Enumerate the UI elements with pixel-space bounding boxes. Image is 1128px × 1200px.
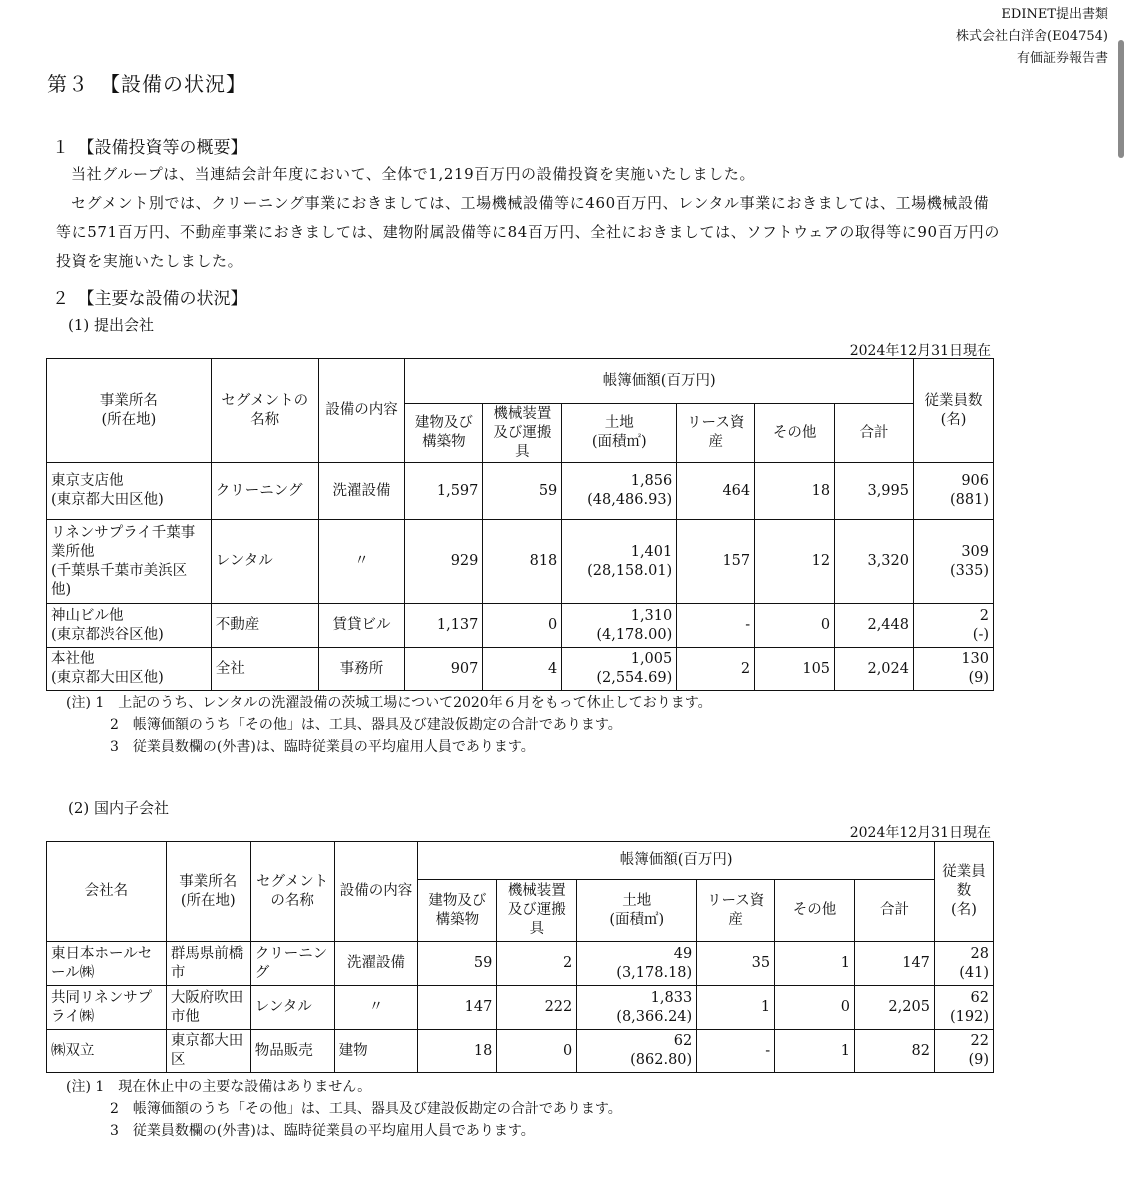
table2-note-1: (注) 1 現在休止中の主要な設備はありません。 xyxy=(66,1079,372,1095)
t2-header-book-value: 帳簿価額(百万円) xyxy=(418,842,934,880)
t1-cell-facility: 〃 xyxy=(318,520,405,604)
t2-cell-total: 147 xyxy=(854,942,934,986)
t2-cell-office: 東京都大田区 xyxy=(166,1030,250,1073)
t1-cell-other: 12 xyxy=(755,520,835,604)
t1-cell-facility: 洗濯設備 xyxy=(318,463,405,520)
t1-cell-lease: - xyxy=(677,604,755,648)
t2-header-land: 土地 (面積㎡) xyxy=(577,880,697,942)
t1-header-facility: 設備の内容 xyxy=(318,359,405,463)
t2-header-company: 会社名 xyxy=(47,842,167,942)
t1-cell-total: 3,995 xyxy=(835,463,914,520)
t2-cell-building: 18 xyxy=(418,1030,497,1073)
document-header xyxy=(956,4,1108,70)
section1-body xyxy=(56,160,1001,276)
table1-notes xyxy=(66,692,712,758)
t2-cell-company: 東日本ホールセール㈱ xyxy=(47,942,167,986)
t2-cell-facility: 〃 xyxy=(334,986,418,1030)
t2-cell-office: 群馬県前橋市 xyxy=(166,942,250,986)
t2-cell-machinery: 222 xyxy=(497,986,577,1030)
t1-cell-facility: 賃貸ビル xyxy=(318,604,405,648)
t2-cell-lease: - xyxy=(697,1030,775,1073)
t2-cell-lease: 1 xyxy=(697,986,775,1030)
t2-cell-other: 1 xyxy=(775,1030,855,1073)
table1-note-2: 2 帳簿価額のうち「その他」は、工具、器具及び建設仮勘定の合計であります。 xyxy=(110,717,622,733)
table1-facilities xyxy=(46,358,994,691)
table-row xyxy=(47,986,994,1030)
t2-cell-machinery: 2 xyxy=(497,942,577,986)
table-row xyxy=(47,648,994,691)
table-row xyxy=(47,604,994,648)
t1-header-office: 事業所名 (所在地) xyxy=(47,359,212,463)
t2-cell-total: 82 xyxy=(854,1030,934,1073)
t1-cell-total: 3,320 xyxy=(835,520,914,604)
t2-header-facility: 設備の内容 xyxy=(334,842,418,942)
t1-cell-other: 105 xyxy=(755,648,835,691)
t2-header-building: 建物及び構築物 xyxy=(418,880,497,942)
t2-cell-facility: 洗濯設備 xyxy=(334,942,418,986)
t1-header-employees: 従業員数 (名) xyxy=(913,359,993,463)
section1-heading: １ 【設備投資等の概要】 xyxy=(52,138,248,158)
table-row xyxy=(47,942,994,986)
t2-cell-segment: クリーニング xyxy=(250,942,334,986)
t1-cell-office: 東京支店他 (東京都大田区他) xyxy=(47,463,212,520)
header-company: 株式会社白洋舍(E04754) xyxy=(956,29,1108,44)
t2-header-machinery: 機械装置及び運搬具 xyxy=(497,880,577,942)
t2-header-other: その他 xyxy=(775,880,855,942)
table-row xyxy=(47,520,994,604)
t2-cell-facility: 建物 xyxy=(334,1030,418,1073)
t1-cell-land: 1,005 (2,554.69) xyxy=(562,648,677,691)
header-report-type: 有価証券報告書 xyxy=(1016,51,1108,66)
t1-cell-lease: 157 xyxy=(677,520,755,604)
t1-cell-building: 907 xyxy=(405,648,483,691)
t2-cell-lease: 35 xyxy=(697,942,775,986)
t1-cell-employees: 309 (335) xyxy=(913,520,993,604)
table2-note-3: 3 従業員数欄の(外書)は、臨時従業員の平均雇用人員であります。 xyxy=(110,1123,535,1139)
t1-cell-office: 神山ビル他 (東京都渋谷区他) xyxy=(47,604,212,648)
t1-cell-total: 2,448 xyxy=(835,604,914,648)
t2-cell-employees: 28 (41) xyxy=(934,942,993,986)
t1-header-total: 合計 xyxy=(835,404,914,463)
t1-cell-facility: 事務所 xyxy=(318,648,405,691)
subsection-2-heading: (2) 国内子会社 xyxy=(68,799,170,817)
t2-cell-building: 59 xyxy=(418,942,497,986)
t1-cell-office: 本社他 (東京都大田区他) xyxy=(47,648,212,691)
table2-facilities xyxy=(46,841,994,1073)
table1-as-of-date: 2024年12月31日現在 xyxy=(849,343,991,359)
t2-header-office: 事業所名(所在地) xyxy=(166,842,250,942)
table1-note-1: (注) 1 上記のうち、レンタルの洗濯設備の茨城工場について2020年６月をもって休止しております。 xyxy=(66,695,712,711)
t2-header-employees: 従業員数 (名) xyxy=(934,842,993,942)
t2-cell-company: 共同リネンサプライ㈱ xyxy=(47,986,167,1030)
section2-heading: ２ 【主要な設備の状況】 xyxy=(52,289,248,309)
t1-header-other: その他 xyxy=(755,404,835,463)
t1-cell-lease: 464 xyxy=(677,463,755,520)
t1-header-segment: セグメントの名称 xyxy=(211,359,318,463)
table1-note-3: 3 従業員数欄の(外書)は、臨時従業員の平均雇用人員であります。 xyxy=(110,739,535,755)
t1-cell-segment: 全社 xyxy=(211,648,318,691)
t2-cell-employees: 62 (192) xyxy=(934,986,993,1030)
section1-paragraph-2: セグメント別では、クリーニング事業におきましては、工場機械設備等に460百万円、レンタル事業におきましては、工場機械設備等に571百万円、不動産事業におきましては、建物附属設備等に84百万円、全社におきましては、ソフトウェアの取得等に90百万円の投資を実施いたしました。 xyxy=(56,194,1001,270)
t1-cell-building: 1,597 xyxy=(405,463,483,520)
table2-as-of-date: 2024年12月31日現在 xyxy=(849,825,991,841)
t2-cell-land: 49 (3,178.18) xyxy=(577,942,697,986)
t2-cell-total: 2,205 xyxy=(854,986,934,1030)
table-row xyxy=(47,1030,994,1073)
t2-cell-company: ㈱双立 xyxy=(47,1030,167,1073)
section1-paragraph-1: 当社グループは、当連結会計年度において、全体で1,219百万円の設備投資を実施いたしました。 xyxy=(71,165,756,183)
t1-cell-employees: 906 (881) xyxy=(913,463,993,520)
t1-cell-segment: レンタル xyxy=(211,520,318,604)
t2-cell-segment: 物品販売 xyxy=(250,1030,334,1073)
t1-cell-machinery: 0 xyxy=(483,604,562,648)
t1-cell-other: 0 xyxy=(755,604,835,648)
t1-cell-office: リネンサプライ千葉事業所他 (千葉県千葉市美浜区他) xyxy=(47,520,212,604)
t1-cell-land: 1,401 (28,158.01) xyxy=(562,520,677,604)
table2-notes xyxy=(66,1076,622,1142)
t1-cell-employees: 130 (9) xyxy=(913,648,993,691)
t1-cell-employees: 2 (-) xyxy=(913,604,993,648)
t1-header-building: 建物及び構築物 xyxy=(405,404,483,463)
t1-header-book-value: 帳簿価額(百万円) xyxy=(405,359,914,404)
t1-cell-machinery: 4 xyxy=(483,648,562,691)
t2-header-segment: セグメントの名称 xyxy=(250,842,334,942)
header-edinet: EDINET提出書類 xyxy=(1001,7,1108,22)
t1-cell-other: 18 xyxy=(755,463,835,520)
t2-cell-machinery: 0 xyxy=(497,1030,577,1073)
t1-cell-machinery: 818 xyxy=(483,520,562,604)
t1-cell-building: 929 xyxy=(405,520,483,604)
subsection-1-heading: (1) 提出会社 xyxy=(68,316,155,334)
t1-cell-machinery: 59 xyxy=(483,463,562,520)
page-title: 第３ 【設備の状況】 xyxy=(47,72,247,96)
t1-cell-land: 1,310 (4,178.00) xyxy=(562,604,677,648)
t2-header-lease: リース資産 xyxy=(697,880,775,942)
t2-cell-land: 62 (862.80) xyxy=(577,1030,697,1073)
t1-header-lease: リース資産 xyxy=(677,404,755,463)
t1-cell-total: 2,024 xyxy=(835,648,914,691)
table-row xyxy=(47,463,994,520)
t1-header-land: 土地 (面積㎡) xyxy=(562,404,677,463)
t2-cell-building: 147 xyxy=(418,986,497,1030)
t1-header-machinery: 機械装置及び運搬具 xyxy=(483,404,562,463)
t1-cell-land: 1,856 (48,486.93) xyxy=(562,463,677,520)
t2-cell-employees: 22 (9) xyxy=(934,1030,993,1073)
t1-cell-lease: 2 xyxy=(677,648,755,691)
t2-cell-segment: レンタル xyxy=(250,986,334,1030)
t2-cell-other: 1 xyxy=(775,942,855,986)
scrollbar-thumb[interactable] xyxy=(1118,40,1124,158)
t2-cell-land: 1,833 (8,366.24) xyxy=(577,986,697,1030)
t2-cell-office: 大阪府吹田市他 xyxy=(166,986,250,1030)
t2-header-total: 合計 xyxy=(854,880,934,942)
table2-note-2: 2 帳簿価額のうち「その他」は、工具、器具及び建設仮勘定の合計であります。 xyxy=(110,1101,622,1117)
t1-cell-segment: 不動産 xyxy=(211,604,318,648)
t1-cell-building: 1,137 xyxy=(405,604,483,648)
t1-cell-segment: クリーニング xyxy=(211,463,318,520)
t2-cell-other: 0 xyxy=(775,986,855,1030)
